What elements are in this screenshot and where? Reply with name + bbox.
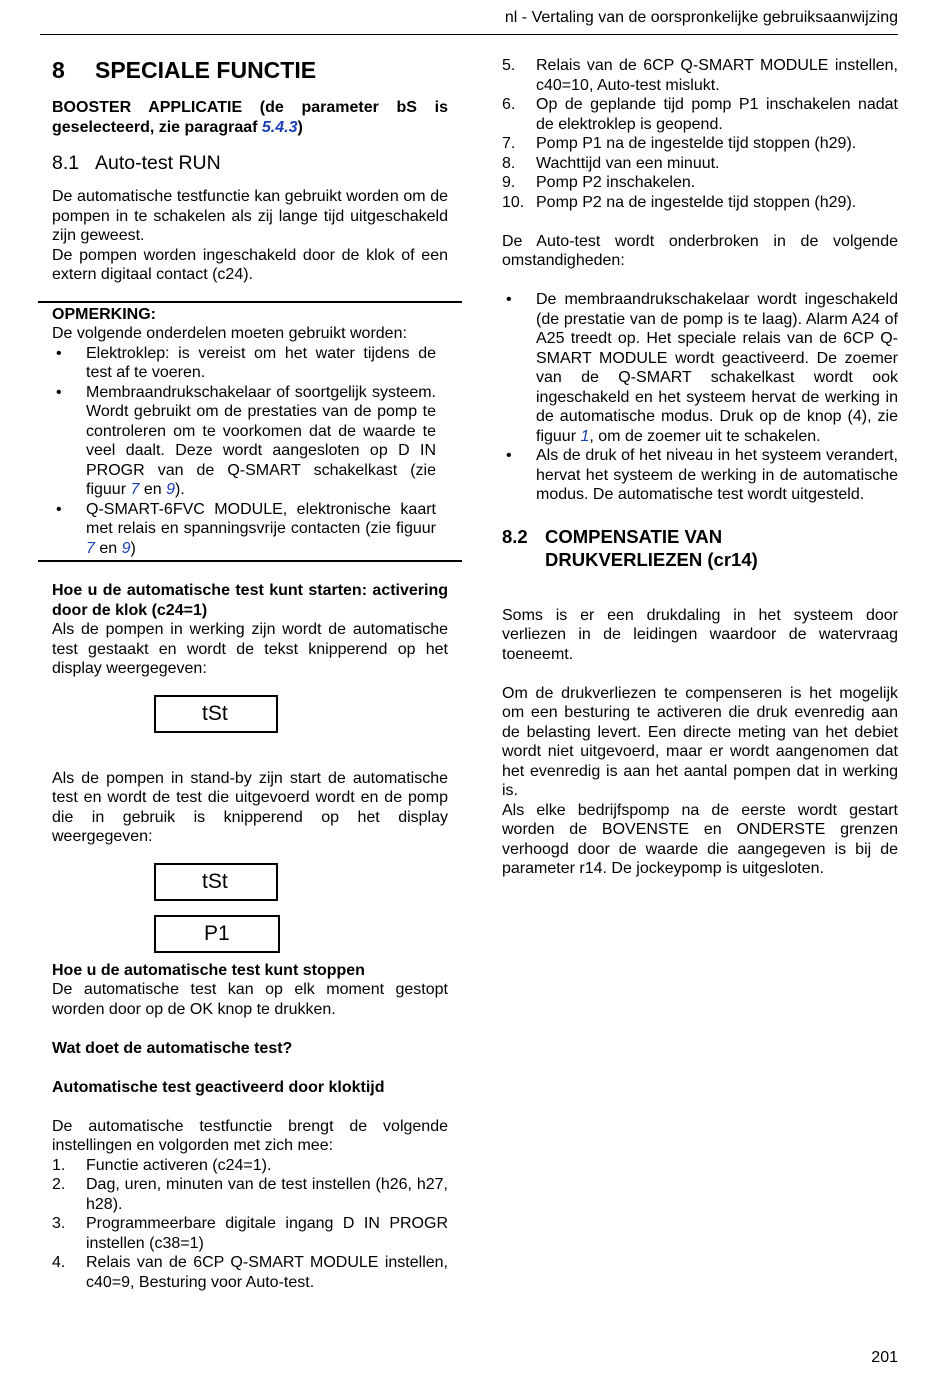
- booster-close: ): [297, 118, 303, 136]
- subsection-title: Auto-test RUN: [95, 152, 221, 174]
- step-number: 5.: [502, 57, 516, 74]
- item-text: Q-SMART-6FVC MODULE, elektronische kaart met relais en spanningsvrije contacten (zie figuur: [86, 500, 436, 537]
- note-title: OPMERKING:: [52, 305, 156, 323]
- step-text: Programmeerbare digitale ingang D IN PROGR instellen (c38=1): [86, 1215, 448, 1252]
- step-text: Op de geplande tijd pomp P1 inschakelen nadat de elektroklep is geopend.: [536, 96, 898, 133]
- stop-heading: Hoe u de automatische test kunt stoppen: [52, 961, 365, 979]
- step-text: Relais van de 6CP Q-SMART MODULE instellen, c40=9, Besturing voor Auto-test.: [86, 1254, 448, 1291]
- step-text: Wachttijd van een minuut.: [536, 154, 720, 172]
- step-number: 7.: [502, 135, 516, 152]
- interrupt-item-level: • Als de druk of het niveau in het systeem verandert, hervat het systeem de werking in de automatische modus. De automatische test wordt uitgesteld.: [502, 446, 898, 505]
- right-column: [502, 56, 898, 879]
- page-number: 201: [871, 1348, 898, 1366]
- intro-paragraph-2: De pompen worden ingeschakeld door de klok of een extern digitaal contact (c24).: [52, 246, 448, 283]
- step-number: 6.: [502, 96, 516, 113]
- comp-paragraph-2: Om de drukverliezen te compenseren is het mogelijk om een besturing te activeren die druk evenredig aan de belasting levert. Een directe meting van het debiet wordt niet uitgevoerd, maar er wordt aangenomen dat het evenredig is aan het aantal pompen dat in werking is.: [502, 684, 898, 799]
- comp-paragraph-1: Soms is er een drukdaling in het systeem door verliezen in de leidingen waardoor de watervraag toeneemt.: [502, 606, 898, 663]
- section-number: 8: [52, 57, 65, 83]
- list-item: [502, 134, 898, 154]
- start-paragraph-2: Als de pompen in stand-by zijn start de automatische test en wordt de test die uitgevoerd wordt en de pomp die in gebruik is knipperend op het display weergegeven:: [52, 769, 448, 845]
- steps-list-part-1: [52, 1156, 448, 1293]
- step-text: Pomp P1 na de ingestelde tijd stoppen (h29).: [536, 135, 857, 152]
- page-header: [40, 8, 898, 35]
- display-tst: tSt: [154, 695, 278, 733]
- item-end: ).: [174, 481, 185, 498]
- step-text: Functie activeren (c24=1).: [86, 1156, 272, 1174]
- paragraph-link[interactable]: 5.4.3: [261, 118, 298, 136]
- figure-link[interactable]: 9: [166, 481, 175, 498]
- note-list: [52, 344, 448, 559]
- step-number: 9.: [502, 174, 516, 191]
- booster-note: [52, 98, 448, 137]
- clock-heading: Automatische test geactiveerd door kloktijd: [52, 1078, 385, 1096]
- step-number: 8.: [502, 154, 516, 172]
- list-item: [502, 95, 898, 134]
- section-8-2-heading: [502, 525, 898, 571]
- note-box: [38, 301, 462, 563]
- item-end: ): [130, 539, 136, 557]
- figure-link[interactable]: 7: [86, 539, 95, 557]
- note-item-module: [52, 500, 448, 559]
- comp-paragraph-3: Als elke bedrijfspomp na de eerste wordt gestart worden de BOVENSTE en ONDERSTE grenzen verhoogd door de waarde die aangegeven is bij de parameter r14. De jockeypomp is uitgesloten.: [502, 801, 898, 877]
- section-8-heading: [52, 56, 448, 84]
- subsection-number: 8.1: [52, 152, 80, 174]
- subsection-title: COMPENSATIE VAN DRUKVERLIEZEN (cr14): [545, 525, 758, 570]
- section-title: SPECIALE FUNCTIE: [95, 57, 317, 83]
- clock-lead: De automatische testfunctie brengt de volgende instellingen en volgorden met zich mee:: [52, 1117, 448, 1154]
- intro-paragraph-1: De automatische testfunctie kan gebruikt worden om de pompen in te schakelen als zij lange tijd uitgeschakeld zijn geweest.: [52, 188, 448, 244]
- interrupt-item-pressure: [502, 290, 898, 446]
- item-conj: en: [139, 481, 167, 498]
- step-number: 3.: [52, 1215, 66, 1232]
- item-text: Membraandrukschakelaar of soortgelijk systeem. Wordt gebruikt om de prestaties van de pomp te controleren om te voorkomen dat de waarde te veel daalt. Deze wordt aangesloten op D IN PROGR van de Q-SMART schakelkast (zie figuur: [86, 383, 436, 498]
- left-column: [52, 50, 448, 1292]
- note-lead: De volgende onderdelen moeten gebruikt worden:: [52, 325, 407, 342]
- list-item: [502, 193, 898, 213]
- note-item-pressure-switch: [52, 383, 448, 500]
- figure-link[interactable]: 9: [121, 539, 131, 557]
- interrupt-list: [502, 290, 898, 505]
- list-item: [52, 1175, 448, 1214]
- item-text: De membraandrukschakelaar wordt ingeschakeld (de prestatie van de pomp is te laag). Alarm A24 of A25 treedt op. Het speciale relais van de 6CP Q-SMART MODULE wordt geactiveerd. De zoemer van de Q-SMART schakelkast wordt ook ingeschakeld en het systeem hervat de werking in de automatische modus. Druk op de knop (4), zie figuur: [536, 291, 898, 445]
- display-p1: P1: [154, 915, 280, 953]
- display-tst: tSt: [154, 863, 278, 901]
- interrupt-lead: De Auto-test wordt onderbroken in de volgende omstandigheden:: [502, 232, 898, 269]
- what-heading: Wat doet de automatische test?: [52, 1039, 293, 1057]
- step-text: Pomp P2 na de ingestelde tijd stoppen (h29).: [536, 193, 857, 211]
- start-heading: Hoe u de automatische test kunt starten: activering door de klok (c24=1): [52, 582, 448, 619]
- list-item: [502, 173, 898, 193]
- step-number: 10.: [502, 193, 525, 211]
- steps-list-part-2: [502, 56, 898, 212]
- list-item: [502, 154, 898, 174]
- list-item: [52, 1214, 448, 1253]
- subsection-number: 8.2: [502, 525, 528, 547]
- section-8-1-heading: [52, 151, 448, 175]
- list-item: [502, 56, 898, 95]
- list-item: [52, 1156, 448, 1176]
- list-item: [52, 1253, 448, 1292]
- step-text: Dag, uren, minuten van de test instellen (h26, h27, h28).: [86, 1176, 448, 1213]
- step-text: Pomp P2 inschakelen.: [536, 174, 696, 191]
- start-paragraph-1: Als de pompen in werking zijn wordt de automatische test gestaakt en wordt de tekst knipperend op het display weergegeven:: [52, 621, 448, 677]
- step-number: 2.: [52, 1176, 66, 1193]
- booster-text: BOOSTER APPLICATIE (de parameter bS is geselecteerd, zie paragraaf: [52, 99, 448, 136]
- item-end: , om de zoemer uit te schakelen.: [589, 427, 821, 445]
- item-conj: en: [94, 539, 122, 557]
- header-title: nl - Vertaling van de oorspronkelijke gebruiksaanwijzing: [504, 9, 898, 26]
- note-item-electrovalve: • Elektroklep: is vereist om het water tijdens de test af te voeren.: [52, 344, 448, 383]
- figure-link[interactable]: 7: [130, 481, 140, 498]
- figure-link[interactable]: 1: [580, 427, 590, 445]
- step-text: Relais van de 6CP Q-SMART MODULE instellen, c40=10, Auto-test mislukt.: [536, 57, 898, 94]
- stop-paragraph: De automatische test kan op elk moment gestopt worden door op de OK knop te drukken.: [52, 981, 448, 1018]
- step-number: 4.: [52, 1254, 66, 1271]
- step-number: 1.: [52, 1156, 66, 1174]
